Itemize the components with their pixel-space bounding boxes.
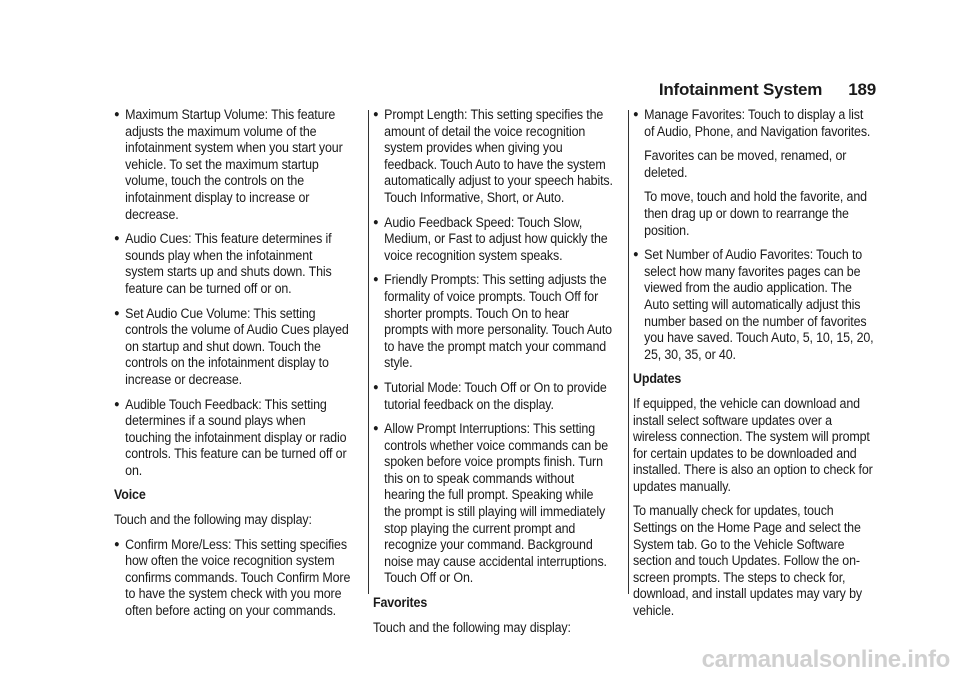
- intro-text: Touch and the following may display:: [114, 512, 312, 528]
- bullet-icon: ●: [114, 398, 120, 410]
- bullet-icon: ●: [114, 538, 120, 550]
- bullet-icon: ●: [373, 109, 379, 120]
- bullet-icon: ●: [114, 307, 120, 319]
- bullet-icon: ●: [633, 109, 639, 120]
- column-2: [373, 107, 613, 644]
- column-divider-2: [628, 110, 629, 594]
- sub-paragraph: To move, touch and hold the favorite, and then drag up or down to rearrange the position.: [644, 189, 867, 238]
- bullet-icon: ●: [373, 274, 379, 286]
- bullet-icon: ●: [114, 109, 120, 120]
- bullet-icon: ●: [373, 216, 379, 228]
- section-heading-voice: Voice: [114, 487, 146, 503]
- bullet-item: ● Audio Feedback Speed: Touch Slow, Medium, or Fast to adjust how quickly the voice recognition system speaks.: [373, 214, 608, 263]
- intro-text: Touch and the following may display:: [373, 619, 571, 635]
- bullet-item: ● Manage Favorites: Touch to display a list of Audio, Phone, and Navigation favorites.: [633, 107, 871, 139]
- page-number: 189: [848, 80, 876, 99]
- bullet-item: ● Friendly Prompts: This setting adjusts the formality of voice prompts. Touch Off for shorter prompts. Touch On to hear prompts with more personality. Touch Auto to have the prompt match your command style.: [373, 272, 612, 371]
- bullet-item: ● Audio Cues: This feature determines if sounds play when the infotainment system starts up and shuts down. This feature can be turned off or on.: [114, 231, 332, 296]
- bullet-item: ● Allow Prompt Interruptions: This setting controls whether voice commands can be spoken before voice prompts finish. Turn this on to speak commands without hearing the full prompt. Speaking while the prompt is still playing will immediately stop playing the current prompt and recognize your command. Background noise may cause accidental interruptions. Touch Off or On.: [373, 421, 608, 586]
- bullet-item: ● Set Audio Cue Volume: This setting controls the volume of Audio Cues played on startup and shut down. Touch the controls on the infotainment display to increase or decrease.: [114, 305, 349, 387]
- watermark: carmanualsonline.info: [701, 646, 950, 673]
- bullet-item: ● Maximum Startup Volume: This feature adjusts the maximum volume of the infotainment system when you start your vehicle. To set the maximum startup volume, touch the controls on the infotainment display to increase or decrease.: [114, 107, 343, 222]
- paragraph: If equipped, the vehicle can download and install select software updates over a wireless connection. The system will prompt for certain updates to be downloaded and installed. There is also an option to check for updates manually.: [633, 395, 873, 494]
- bullet-item: ● Set Number of Audio Favorites: Touch to select how many favorites pages can be viewed from the audio application. The Auto setting will automatically adjust this number based on the number of favorites you have saved. Touch Auto, 5, 10, 15, 20, 25, 30, 35, or 40.: [633, 247, 874, 362]
- column-divider-1: [368, 110, 369, 594]
- bullet-icon: ●: [373, 423, 379, 435]
- column-3: [633, 107, 875, 628]
- section-heading-updates: Updates: [633, 371, 682, 387]
- bullet-icon: ●: [114, 233, 120, 245]
- section-heading-favorites: Favorites: [373, 595, 428, 611]
- page-header: [659, 80, 876, 100]
- sub-paragraph: Favorites can be moved, renamed, or deleted.: [644, 148, 847, 180]
- paragraph: To manually check for updates, touch Settings on the Home Page and select the System tab. Go to the Vehicle Software section and touch Updates. Follow the on-screen prompts. The steps to check for, download, and install updates may vary by vehicle.: [633, 503, 862, 619]
- bullet-icon: ●: [633, 249, 639, 261]
- bullet-item: ● Audible Touch Feedback: This setting determines if a sound plays when touching the infotainment display or radio controls. This feature can be turned off or on.: [114, 396, 347, 478]
- column-1: [114, 107, 354, 628]
- section-title: Infotainment System: [658, 80, 823, 99]
- bullet-item: ● Prompt Length: This setting specifies the amount of detail the voice recognition system provides when giving you feedback. Touch Auto to have the system automatically adjust to your speech habits. Touch Informative, Short, or Auto.: [373, 107, 613, 205]
- bullet-icon: ●: [373, 381, 379, 393]
- bullet-item: ● Tutorial Mode: Touch Off or On to provide tutorial feedback on the display.: [373, 379, 607, 412]
- bullet-item: ● Confirm More/Less: This setting specifies how often the voice recognition system confirms commands. Touch Confirm More to have the system check with you more often before acting on your commands.: [114, 536, 351, 619]
